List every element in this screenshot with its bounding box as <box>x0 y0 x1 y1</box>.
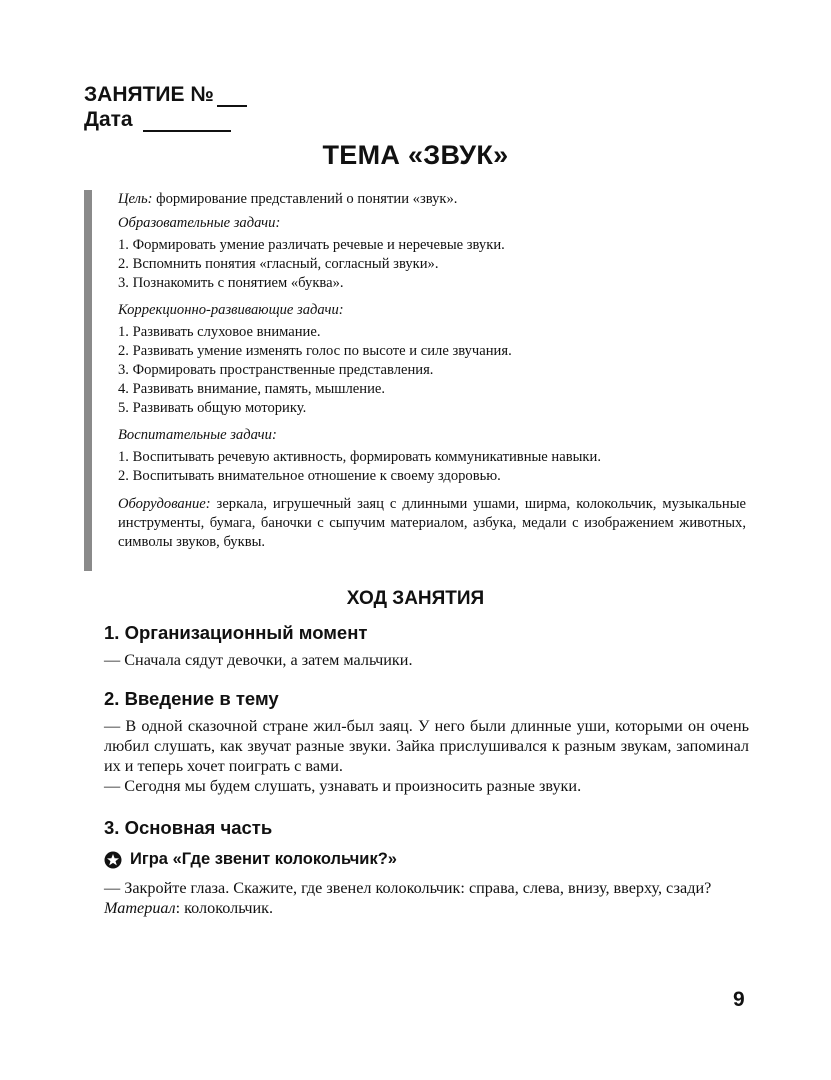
upbringing-label: Воспитательные задачи: <box>118 427 277 443</box>
date-blank <box>143 111 231 132</box>
equipment-label: Оборудование: <box>118 496 211 512</box>
course-title: ХОД ЗАНЯТИЯ <box>346 588 485 609</box>
correctional-item: 3. Формировать пространственные представления. <box>118 362 434 378</box>
correctional-item: 1. Развивать слуховое внимание. <box>118 324 321 340</box>
game-text <box>104 878 749 918</box>
material-label: Материал <box>104 899 176 917</box>
lesson-number-label: ЗАНЯТИЕ № <box>84 83 214 106</box>
section-2-paragraph: — Сегодня мы будем слушать, узнавать и произносить разные звуки. <box>104 777 582 795</box>
aim-line <box>118 190 746 209</box>
section-1-paragraph: — Сначала сядут девочки, а затем мальчики. <box>104 651 413 669</box>
aim-label: Цель: <box>118 191 153 207</box>
correctional-item: 4. Развивать внимание, память, мышление. <box>118 381 385 397</box>
material-text: : колокольчик. <box>175 899 274 917</box>
page-number: 9 <box>733 988 745 1011</box>
section-3-title: 3. Основная часть <box>104 817 273 838</box>
section-2-paragraph: — В одной сказочной стране жил-был заяц. У него были длинные уши, которыми он очень любил слушать, как звучат разные звуки. Зайка прислушивался к разным звукам, запоминал их и теперь хочет поиграть с вами. <box>104 717 749 775</box>
correctional-item: 5. Развивать общую моторику. <box>118 400 307 416</box>
upbringing-item: 2. Воспитывать внимательное отношение к своему здоровью. <box>118 468 501 484</box>
lesson-header <box>84 82 247 132</box>
date-label: Дата <box>84 108 133 131</box>
game-title-text: Игра «Где звенит колокольчик?» <box>130 850 397 868</box>
star-badge-icon <box>104 851 122 869</box>
educational-item: 1. Формировать умение различать речевые и неречевые звуки. <box>118 237 505 253</box>
section-1-text <box>104 650 749 670</box>
section-1-title: 1. Организационный момент <box>104 622 368 643</box>
aim-text: формирование представлений о понятии «звук». <box>152 191 458 207</box>
upbringing-item: 1. Воспитывать речевую активность, формировать коммуникативные навыки. <box>118 449 601 465</box>
educational-label: Образовательные задачи: <box>118 215 281 231</box>
page-title: ТЕМА «ЗВУК» <box>322 140 509 170</box>
section-2-text <box>104 716 749 796</box>
game-paragraph: — Закройте глаза. Скажите, где звенел колокольчик: справа, слева, внизу, вверху, сзади? <box>104 879 712 897</box>
section-2-title: 2. Введение в тему <box>104 688 279 709</box>
equipment-paragraph <box>118 495 746 552</box>
educational-item: 2. Вспомнить понятия «гласный, согласный звуки». <box>118 256 439 272</box>
educational-item: 3. Познакомить с понятием «буква». <box>118 275 344 291</box>
lesson-number-blank <box>217 86 247 107</box>
correctional-item: 2. Развивать умение изменять голос по высоте и силе звучания. <box>118 343 512 359</box>
goals-side-bar <box>84 190 92 571</box>
equipment-text: зеркала, игрушечный заяц с длинными ушами, ширма, колокольчик, музыкальные инструменты, бумага, баночки с сыпучим материалом, азбука, медали с изображением животных, символы звуков, буквы. <box>118 496 746 550</box>
game-title <box>104 850 397 869</box>
material-line <box>104 898 749 918</box>
correctional-label: Коррекционно-развивающие задачи: <box>118 302 344 318</box>
